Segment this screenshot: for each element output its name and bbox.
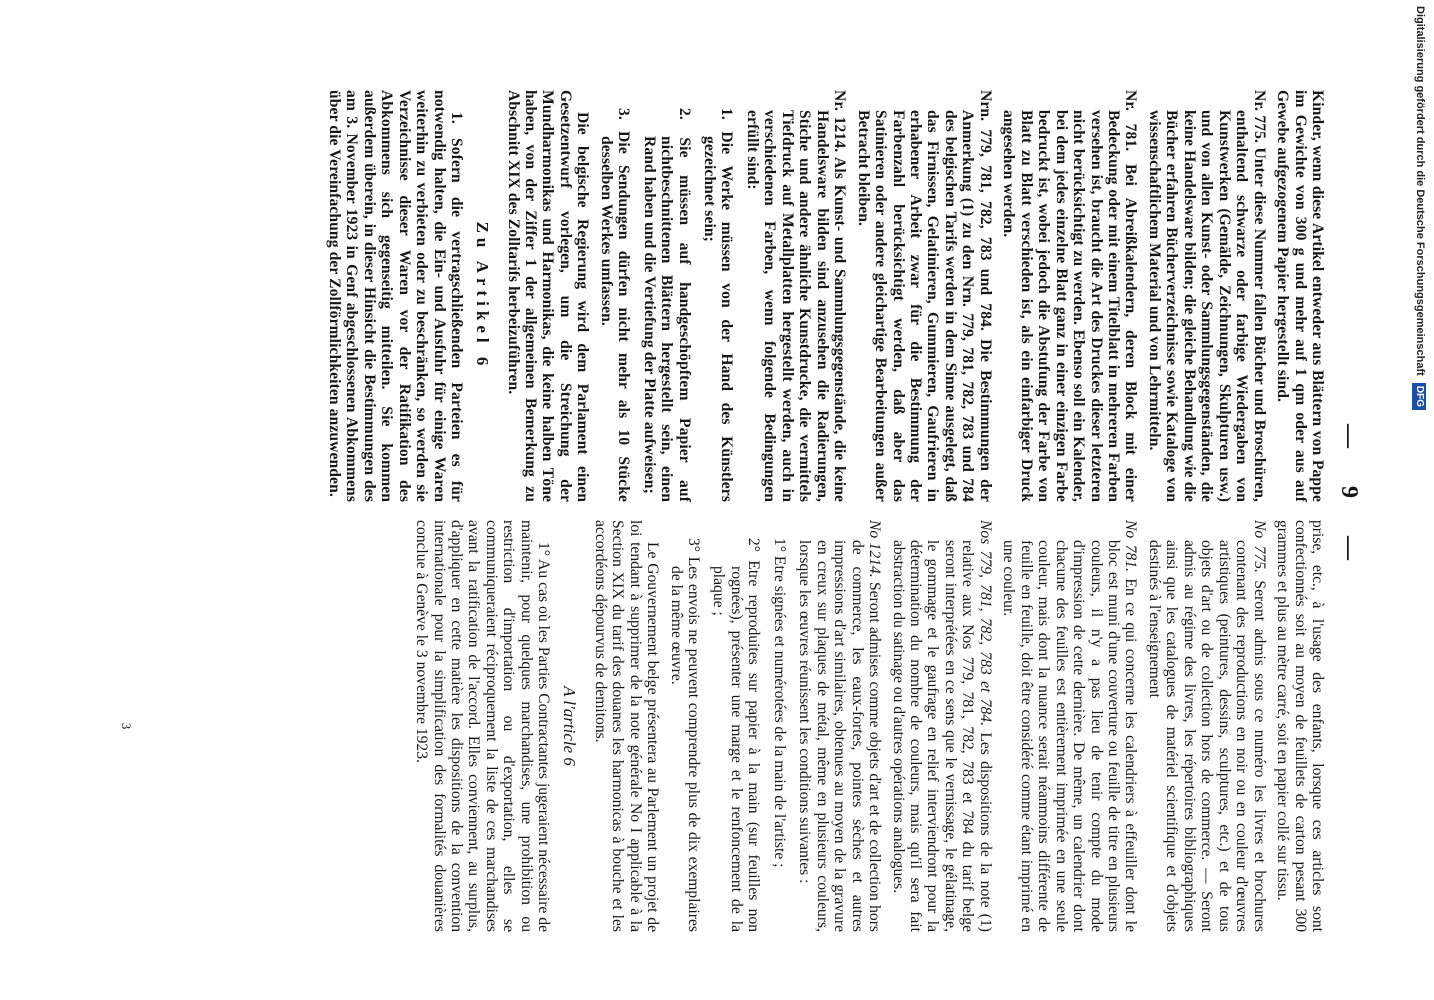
french-text-1214: Seront admises comme objets d'art et de collection hors de commerce, les eaux-fortes, pointes sèches et autres impressions d'art similaires, obtenues au moyen de la gravure en creux sur plaques de métal, même en plusieurs couleurs, lorsque les œuvres réunissent les conditions suivantes : — [796, 540, 884, 932]
german-paragraph-article-6: 1. Sofern die vertragschließenden Parteien es für notwendig halten, die Ein- und Ausfuhr für einige Waren weiterhin zu verbieten oder zu beschränken, so werden sie Verzeichnisse dieser Waren vor der Ratifikation des Abkommens sich gegenseitig mitteilen. Sie kommen außerdem überein, in dieser Hinsicht die Bestimmungen des am 3. November 1923 in Genf abgeschlossenen Abkommens über die Vereinfachung der Zollförmlichkeiten anzuwenden. — [325, 90, 466, 502]
german-paragraph-government: Die belgische Regierung wird dem Parlament einen Gesetzentwurf vorlegen, um die Streichung der Mundharmonikas und Harmonikas, die keine halben Töne haben, von der Ziffer 1 der allgemeinen Bemerkung zu Abschnitt XIX des Zolltarifs herbeizuführen. — [504, 90, 592, 502]
french-heading-article-6: A l'article 6 — [560, 686, 580, 766]
footer-number: 3 — [119, 722, 134, 730]
french-condition-3: 3° Les envois ne peuvent comprendre plus de dix exemplaires de la même œuvre. — [667, 538, 703, 932]
german-condition-3: 3. Die Sendungen dürfen nicht mehr als 10 Stücke desselben Werkes umfassen. — [597, 108, 633, 502]
french-label-775: No 775. — [1250, 520, 1268, 573]
german-paragraph-1214: Nr. 1214. Als Kunst- und Sammlungsgegenstände, die keine Handelsware bilden sind anzusehen die Radierungen, Stiche und andere ähnliche Kunstdrucke, die vermittels Tiefdruck auf Metallplatten hergestellt werden, auch in verschiedenen Farben, wenn folgende Bedingungen erfüllt sind: — [743, 90, 849, 502]
german-paragraph-781: Nr. 781. Bei Abreißkalendern, deren Block mit einer Bedeckung oder mit einem Titelblatt in mehreren Farben versehen ist, braucht die Art des Druckes dieser letzteren nicht berücksichtigt zu werden. Ebenso soll ein Kalender, bei dem jedes einzelne Blatt ganz in einer einzigen Farbe bedruckt ist, wobei jedoch die Abstufung der Farbe von Blatt zu Blatt verschieden ist, als ein einfarbiger Druck angesehen werden. — [1000, 90, 1140, 502]
french-condition-1: 1° Etre signées et numérotées de la main de l'artiste ; — [770, 538, 788, 868]
french-paragraph-779-784 — [889, 520, 994, 932]
german-condition-2: 2. Sie müssen auf handgeschöpftem Papier auf nichtbeschnittenen Blättern hergestellt sein, einen Rand haben und die Vertiefung der Platte aufweisen; — [640, 108, 693, 502]
digitization-notice — [1408, 6, 1432, 994]
digitization-notice-text: Digitalisierung gefördert durch die Deutsche Forschungsgemeinschaft — [1414, 6, 1426, 376]
german-paragraph-775: Nr. 775. Unter diese Nummer fallen Bücher und Broschüren, enthaltend schwarze oder farbige Wiedergaben von Kunstwerken (Gemälde, Zeichnungen, Skulpturen usw.) und von allen Kunst- oder Sammlungsgegenständen, die keine Handelsware bilden; die gleiche Behandlung wie die Bücher erfahren Bücherverzeichnisse sowie Kataloge von wissenschaftlichem Material und von Lehrmitteln. — [1145, 90, 1268, 502]
page-number: — 9 — — [1336, 424, 1362, 576]
french-condition-2: 2° Etre reproduites sur papier à la main (sur feuilles non rognées), présenter une marge et le renfoncement de la plaque ; — [710, 538, 763, 932]
french-text-775: Seront admis sous ce numéro les livres et brochures contenant des reproductions en noir ou en couleur d'œuvres artistiques (peintures, dessins, sculptures, etc.) et de tous objets d'art ou de collection hors de commerce. — Seront admis au régime des livres, les répertoires bibliographiques ainsi que les catalogues de matériel scientifique et d'objets destinés à l'enseignement — [1145, 540, 1268, 932]
french-column — [407, 520, 1326, 932]
german-column — [319, 90, 1326, 502]
french-paragraph-775 — [1145, 520, 1267, 932]
french-paragraph-government: Le Gouvernement belge présentera au Parlement un projet de loi tendant à supprimer de la note générale No I applicable à la Section XIX du tarif des douanes les harmonicas à bouche et les accordéons dépourvus de demitons. — [591, 520, 662, 932]
french-paragraph-1214 — [796, 520, 883, 932]
german-heading-article-6: Zu Artikel 6 — [473, 221, 493, 371]
french-paragraph-781 — [1000, 520, 1140, 932]
german-paragraph-1: Kinder, wenn diese Artikel entweder aus Blättern von Pappe im Gewichte von 300 g und mehr auf 1 qm oder aus auf Gewebe aufgezogenem Papier hergestellt sind. — [1274, 90, 1326, 502]
french-label-781: No 781. — [1122, 520, 1140, 572]
french-label-779-784: Nos 779, 781, 782, 783 et 784. — [976, 520, 994, 727]
dfg-logo: DFG — [1412, 383, 1426, 410]
french-paragraph-article-6: 1° Au cas où les Parties Contractantes jugeraient nécessaire de maintenir, pour quelques marchandises, une prohibition ou restriction d'importation ou d'exportation, elles se communiqueraient réciproquement la liste de ces marchandises avant la ratification de l'accord. Elles conviennent, au surplus, d'appliquer en cette matière les dispositions de la convention internationale pour la simplification des formalités douanières conclue à Genève le 3 novembre 1923. — [413, 520, 553, 932]
french-text-779-784: Les dispositions de la note (1) relative aux Nos 779, 781, 782, 783 et 784 du tarif belge seront interprétées en ce sens que le vernissage, le gélatinage, le gommage et le gaufrage en relief interviendront pour la détermination du nombre de couleurs, mais qu'il sera fait abstraction du satinage ou d'autres opérations analogues. — [889, 540, 994, 932]
french-label-1214: No 1214. — [866, 520, 884, 578]
french-text-781: En ce qui concerne les calendriers à effeuiller dont le bloc est muni d'une couverture ou feuille de titre en plusieurs couleurs, il n'y a pas lieu de tenir compte du mode d'impression de cette dernière. De même, un calendrier dont chacune des feuilles est entièrement imprimée en une seule couleur, mais dont la nuance serait néanmoins différente de feuille en feuille, doit être considéré comme étant imprimé en une couleur. — [1000, 540, 1140, 933]
german-paragraph-779-784: Nrn. 779, 781, 782, 783 und 784. Die Bestimmungen der Anmerkung (1) zu den Nrn. 779, 781, 782, 783 und 784 des belgischen Tarifs werden in dem Sinne ausgelegt, daß das Firnissen, Gelatinieren, Gummieren, Gaufrieren in erhabener Arbeit zwar für die Bestimmung der Farbenzahl berücksichtigt werden, daß aber das Satinieren oder andere gleichartige Bearbeitungen außer Betracht bleiben. — [854, 90, 994, 502]
french-paragraph-1: prise, etc., à l'usage des enfants, lorsque ces articles sont confectionnés soit au moyen de feuillets de carton pesant 300 grammes et plus au mètre carré, soit en papier collé sur tissu. — [1274, 520, 1326, 932]
german-condition-1: 1. Die Werke müssen von der Hand des Künstlers gezeichnet sein; — [701, 108, 736, 502]
